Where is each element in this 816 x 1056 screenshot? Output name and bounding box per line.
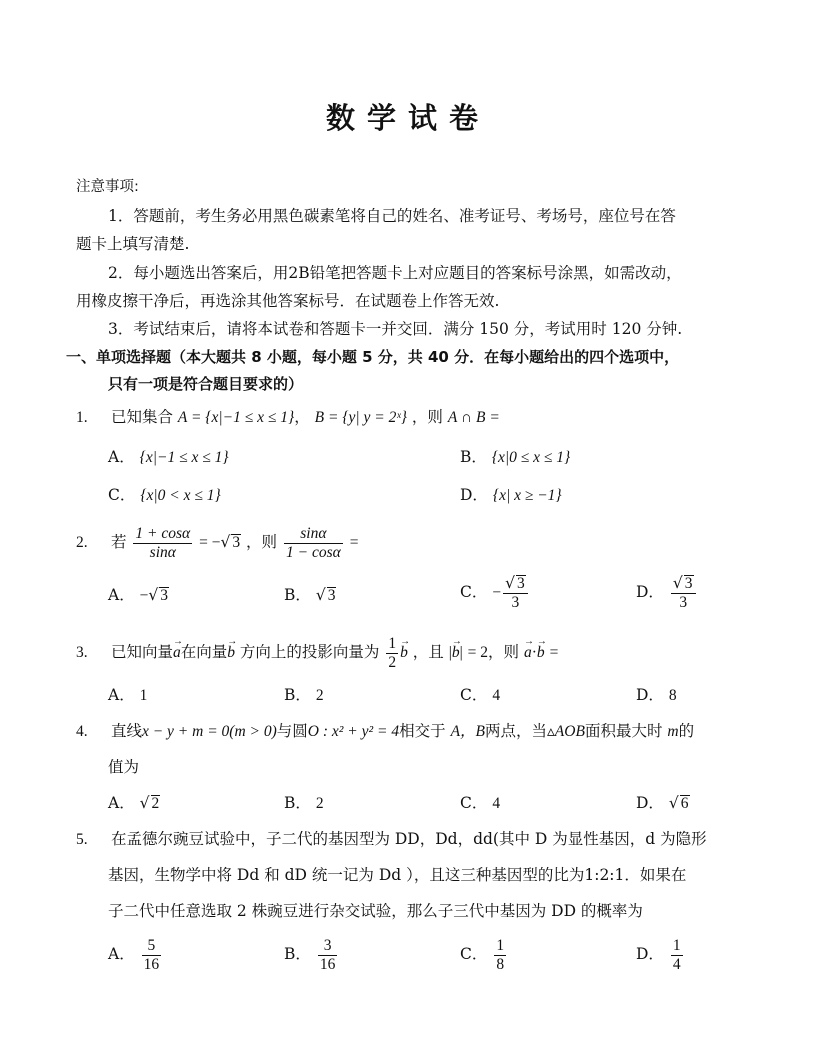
notice-heading: 注意事项: bbox=[76, 179, 139, 195]
q1-option-a: A． {x|−1 ≤ x ≤ 1} bbox=[108, 448, 229, 466]
q5-option-a: A． $\frac{5}{16}$ bbox=[108, 936, 160, 973]
q2-option-b: B． √ 3 bbox=[284, 586, 336, 604]
question-number: 2. bbox=[76, 534, 88, 551]
q4-option-d: D． √ 6 bbox=[636, 794, 689, 812]
q3-option-d: D． 8 bbox=[636, 686, 677, 704]
q5-option-c: C． $\frac{1}{8}$ bbox=[460, 936, 505, 973]
section-1-heading: 一、单项选择题（本大题共 8 小题，每小题 5 分，共 40 分．在每小题给出的四个选项中， bbox=[66, 348, 680, 366]
q3-option-c: C． 4 bbox=[460, 686, 501, 704]
vector-b: → b bbox=[227, 633, 235, 673]
q1-option-d: D． {x| x ≥ −1} bbox=[460, 486, 562, 504]
q1-option-b: B． {x|0 ≤ x ≤ 1} bbox=[460, 448, 571, 466]
question-number: 3. bbox=[76, 644, 88, 661]
q3-option-b: B． 2 bbox=[284, 686, 324, 704]
question-number: 5. bbox=[76, 831, 88, 848]
q5-option-d: D． $\frac{1}{4}$ bbox=[636, 936, 681, 973]
notice-item-1-line-2: 题卡上填写清楚. bbox=[76, 235, 190, 253]
question-2: 2. 若 $\frac{1 + \cos\alpha}{\sin\alpha}$ = −√ 3 ，则 $\frac{\sin\alpha}{1 - \cos\alpha}$ = bbox=[76, 522, 358, 563]
fraction: $\frac{1 + \cos\alpha}{\sin\alpha}$ bbox=[135, 524, 191, 561]
q3-option-a: A． 1 bbox=[108, 686, 148, 704]
question-5: 5. 在孟德尔豌豆试验中，子二代的基因型为 DD，Dd，dd(其中 D 为显性基因，d 为隐形 bbox=[76, 828, 707, 851]
section-1-heading-cont: 只有一项是符合题目要求的） bbox=[108, 375, 304, 393]
q2-option-c: C． − $\frac{√ 3}{3}$ bbox=[460, 572, 530, 613]
q2-option-a: A． −√ 3 bbox=[108, 586, 169, 604]
set-b: B = {y| y = 2ˣ} bbox=[314, 409, 407, 426]
question-1: 1. 已知集合 A = {x|−1 ≤ x ≤ 1}， B = {y| y = 2ˣ} ，则 A ∩ B = bbox=[76, 406, 500, 429]
question-5-line-3: 子二代中任意选取 2 株豌豆进行杂交试验，那么子三代中基因为 DD 的概率为 bbox=[108, 902, 643, 920]
notice-item-1-line-1: 1．答题前，考生务必用黑色碳素笔将自己的姓名、准考证号、考场号，座位号在答 bbox=[108, 207, 676, 225]
notice-item-3: 3．考试结束后，请将本试卷和答题卡一并交回．满分 150 分，考试用时 120 分钟. bbox=[108, 320, 683, 338]
q5-option-b: B． $\frac{3}{16}$ bbox=[284, 936, 336, 973]
q2-option-d: D． $\frac{√ 3}{3}$ bbox=[636, 572, 698, 612]
question-3: 3. 已知向量→ a在向量→ b 方向上的投影向量为 $\frac{1}{2}$ → b ，且 |→ b| = 2，则 → a·→ b = bbox=[76, 632, 558, 673]
question-number: 4. bbox=[76, 723, 88, 740]
fraction: $\frac{\sin\alpha}{1 - \cos\alpha}$ bbox=[285, 524, 341, 561]
q1-option-c: C． {x|0 < x ≤ 1} bbox=[108, 486, 221, 504]
set-a: A = {x|−1 ≤ x ≤ 1} bbox=[177, 409, 295, 426]
q4-option-b: B． 2 bbox=[284, 794, 324, 812]
notice-item-2-line-2: 用橡皮擦干净后，再选涂其他答案标号．在试题卷上作答无效. bbox=[76, 292, 500, 310]
q4-option-a: A． √ 2 bbox=[108, 794, 160, 812]
page-title: 数学试卷 bbox=[325, 101, 490, 135]
q4-option-c: C． 4 bbox=[460, 794, 501, 812]
question-4-cont: 值为 bbox=[108, 758, 140, 776]
vector-a: → a bbox=[173, 633, 181, 673]
notice-item-2-line-1: 2．每小题选出答案后，用2B铅笔把答题卡上对应题目的答案标号涂黑，如需改动， bbox=[108, 264, 682, 282]
question-5-line-2: 基因，生物学中将 Dd 和 dD 统一记为 Dd ），且这三种基因型的比为1:2:1．如果在 bbox=[108, 866, 687, 884]
question-4: 4. 直线x − y + m = 0(m > 0)与圆O : x² + y² = 4相交于 A，B两点，当▵AOB面积最大时 m的 bbox=[76, 720, 694, 743]
question-number: 1. bbox=[76, 409, 88, 426]
